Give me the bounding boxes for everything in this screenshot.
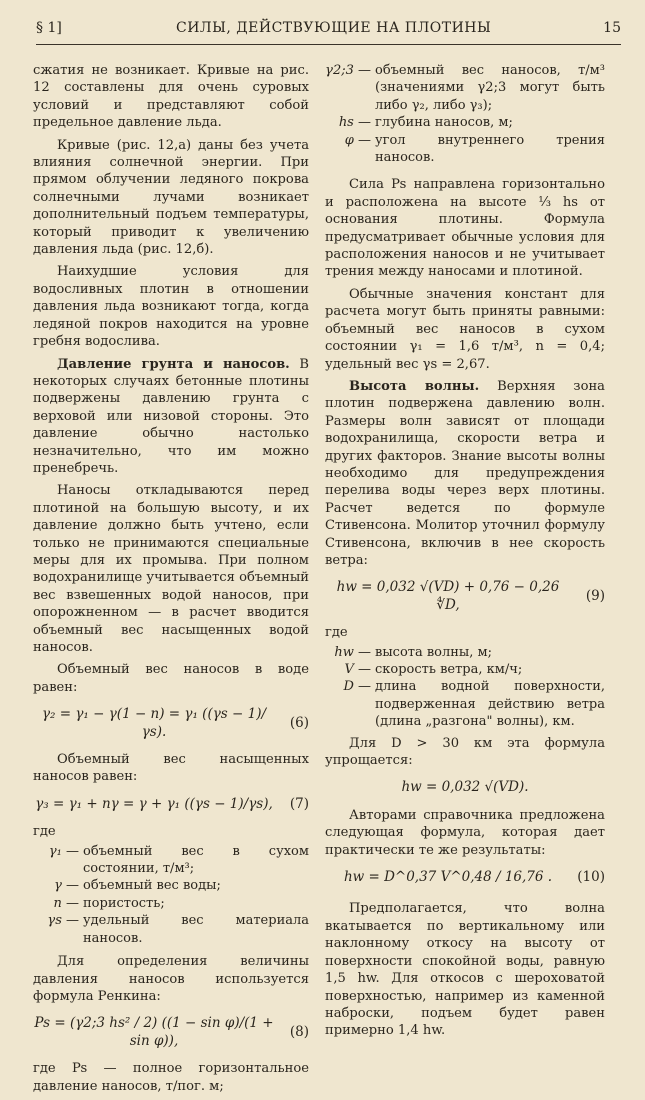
legend-item: φ — угол внутреннего трения наносов.: [344, 132, 605, 166]
legend-item: γ2;3 — объемный вес наносов, т/м³ (значениями γ2;3 могут быть либо γ₂, либо γ₃);: [325, 63, 605, 113]
right-column: [325, 62, 605, 1045]
running-title: СИЛЫ, ДЕЙСТВУЮЩИЕ НА ПЛОТИНЫ: [176, 20, 492, 36]
legend-item: γ — объемный вес воды;: [54, 878, 221, 894]
legend-item: hs — глубина наносов, м;: [338, 115, 513, 131]
legend-item: D — длина водной поверхности, подверженная действию ветра (длина „разгона" волны), км.: [343, 679, 605, 730]
paragraph: Для определения величины давления наносов используется формула Ренкина:: [33, 954, 309, 1004]
legend-item: n — пористость;: [53, 895, 165, 911]
where-label: где: [33, 824, 56, 840]
paragraph: Для D > 30 км эта формула упрощается:: [325, 735, 605, 769]
formula-9: hw = 0,032 √(VD) + 0,76 − 0,26 ∜D, (9): [336, 579, 605, 613]
formula-10: hw = D^0,37 V^0,48 / 16,76 . (10): [343, 869, 605, 886]
paragraph: Наихудшие условия для водосливных плотин в отношении давления льда возникают тогда, когда ледяной покров находится на уровне гребня водослива.: [33, 264, 309, 350]
legend-item: γ₁ — объемный вес в сухом состоянии, т/м³;: [48, 843, 309, 877]
legend-list: [325, 644, 605, 731]
section-heading: Давление грунта и наносов.: [57, 356, 290, 372]
formula-number: (6): [289, 714, 309, 731]
paragraph: Предполагается, что волна вкатывается по вертикальному или наклонному откосу на высоту от поверхности спокойной воды, равную 1,5 hw. Для откосов с шероховатой поверхностью, например из каменной наброски, подъем будет равен примерно 1,4 hw.: [325, 901, 605, 1039]
formula-number: (7): [289, 795, 309, 812]
where-label: где: [325, 625, 348, 641]
page-number: 15: [603, 20, 621, 36]
header-rule: [36, 44, 621, 45]
paragraph: Сила Ps направлена горизонтально и расположена на высоте ⅓ hs от основания плотины. Формула предусматривает обычные условия для расположения наносов и не учитывает трения между наносами и плотиной.: [325, 177, 605, 280]
section-heading: Высота волны.: [349, 378, 480, 394]
legend-item: γs — удельный вес материала наносов.: [47, 913, 309, 946]
legend-item: hw — высота волны, м;: [334, 644, 493, 660]
paragraph: где Ps — полное горизонтальное давление наносов, т/пог. м;: [33, 1061, 309, 1094]
paragraph: Давление грунта и наносов. В некоторых случаях бетонные плотины подвержены давлению грунта с верховой или низовой стороны. Это давление обычно настолько незначительно, что им можно пренебречь.: [33, 356, 309, 476]
left-column: [33, 62, 309, 1100]
paragraph: Обычные значения констант для расчета могут быть приняты равными: объемный вес наносов в сухом состоянии γ₁ = 1,6 т/м³, n = 0,4; удельный вес γs = 2,67.: [325, 286, 605, 372]
formula-9-simplified: hw = 0,032 √(VD).: [401, 779, 529, 796]
formula-number: (9): [585, 588, 605, 605]
paragraph: Объемный вес наносов в воде равен:: [33, 662, 309, 695]
legend-item: V — скорость ветра, км/ч;: [344, 662, 523, 677]
paragraph: Авторами справочника предложена следующая формула, которая дает практически те же результаты:: [325, 807, 605, 858]
legend-list: [325, 62, 605, 166]
section-number: § 1]: [36, 20, 62, 36]
running-header: [36, 20, 621, 42]
formula-number: (10): [577, 869, 605, 886]
formula-6: γ₂ = γ₁ − γ(1 − n) = γ₁ ((γs − 1)/γs). (6): [41, 706, 309, 740]
paragraph: Наносы откладываются перед плотиной на большую высоту, и их давление должно быть учтено, если только не принимаются специальные меры для их промыва. При полном водохранилище учитывается объемный вес взвешенных водой наносов, при опорожненном — в расчет вводится объемный вес насыщенных водой наносов.: [33, 483, 309, 655]
formula-number: (8): [289, 1024, 309, 1041]
paragraph: сжатия не возникает. Кривые на рис. 12 составлены для очень суровых условий и представляют собой предельное давление льда.: [33, 63, 309, 131]
paragraph: Кривые (рис. 12,а) даны без учета влияния солнечной энергии. При прямом облучении ледяного покрова солнечными лучами возникает дополнительный подъем температуры, который приводит к увеличению давления льда (рис. 12,б).: [33, 137, 309, 258]
paragraph: Высота волны. Верхняя зона плотин подвержена давлению волн. Размеры волн зависят от площади водохранилища, скорости ветра и других факторов. Знание высоты волны необходимо для предупреждения перелива воды через верх плотины. Расчет ведется по формуле Стивенсона. Молитор уточнил формулу Стивенсона, включив в нее скорость ветра:: [325, 378, 605, 568]
legend-list: [33, 843, 309, 947]
formula-7: γ₃ = γ₁ + nγ = γ + γ₁ ((γs − 1)/γs), (7): [35, 795, 309, 812]
formula-8: Ps = (γ2;3 hs² / 2) ((1 − sin φ)/(1 + sin φ)), (8): [34, 1015, 309, 1049]
paragraph: Объемный вес насыщенных наносов равен:: [33, 752, 309, 785]
